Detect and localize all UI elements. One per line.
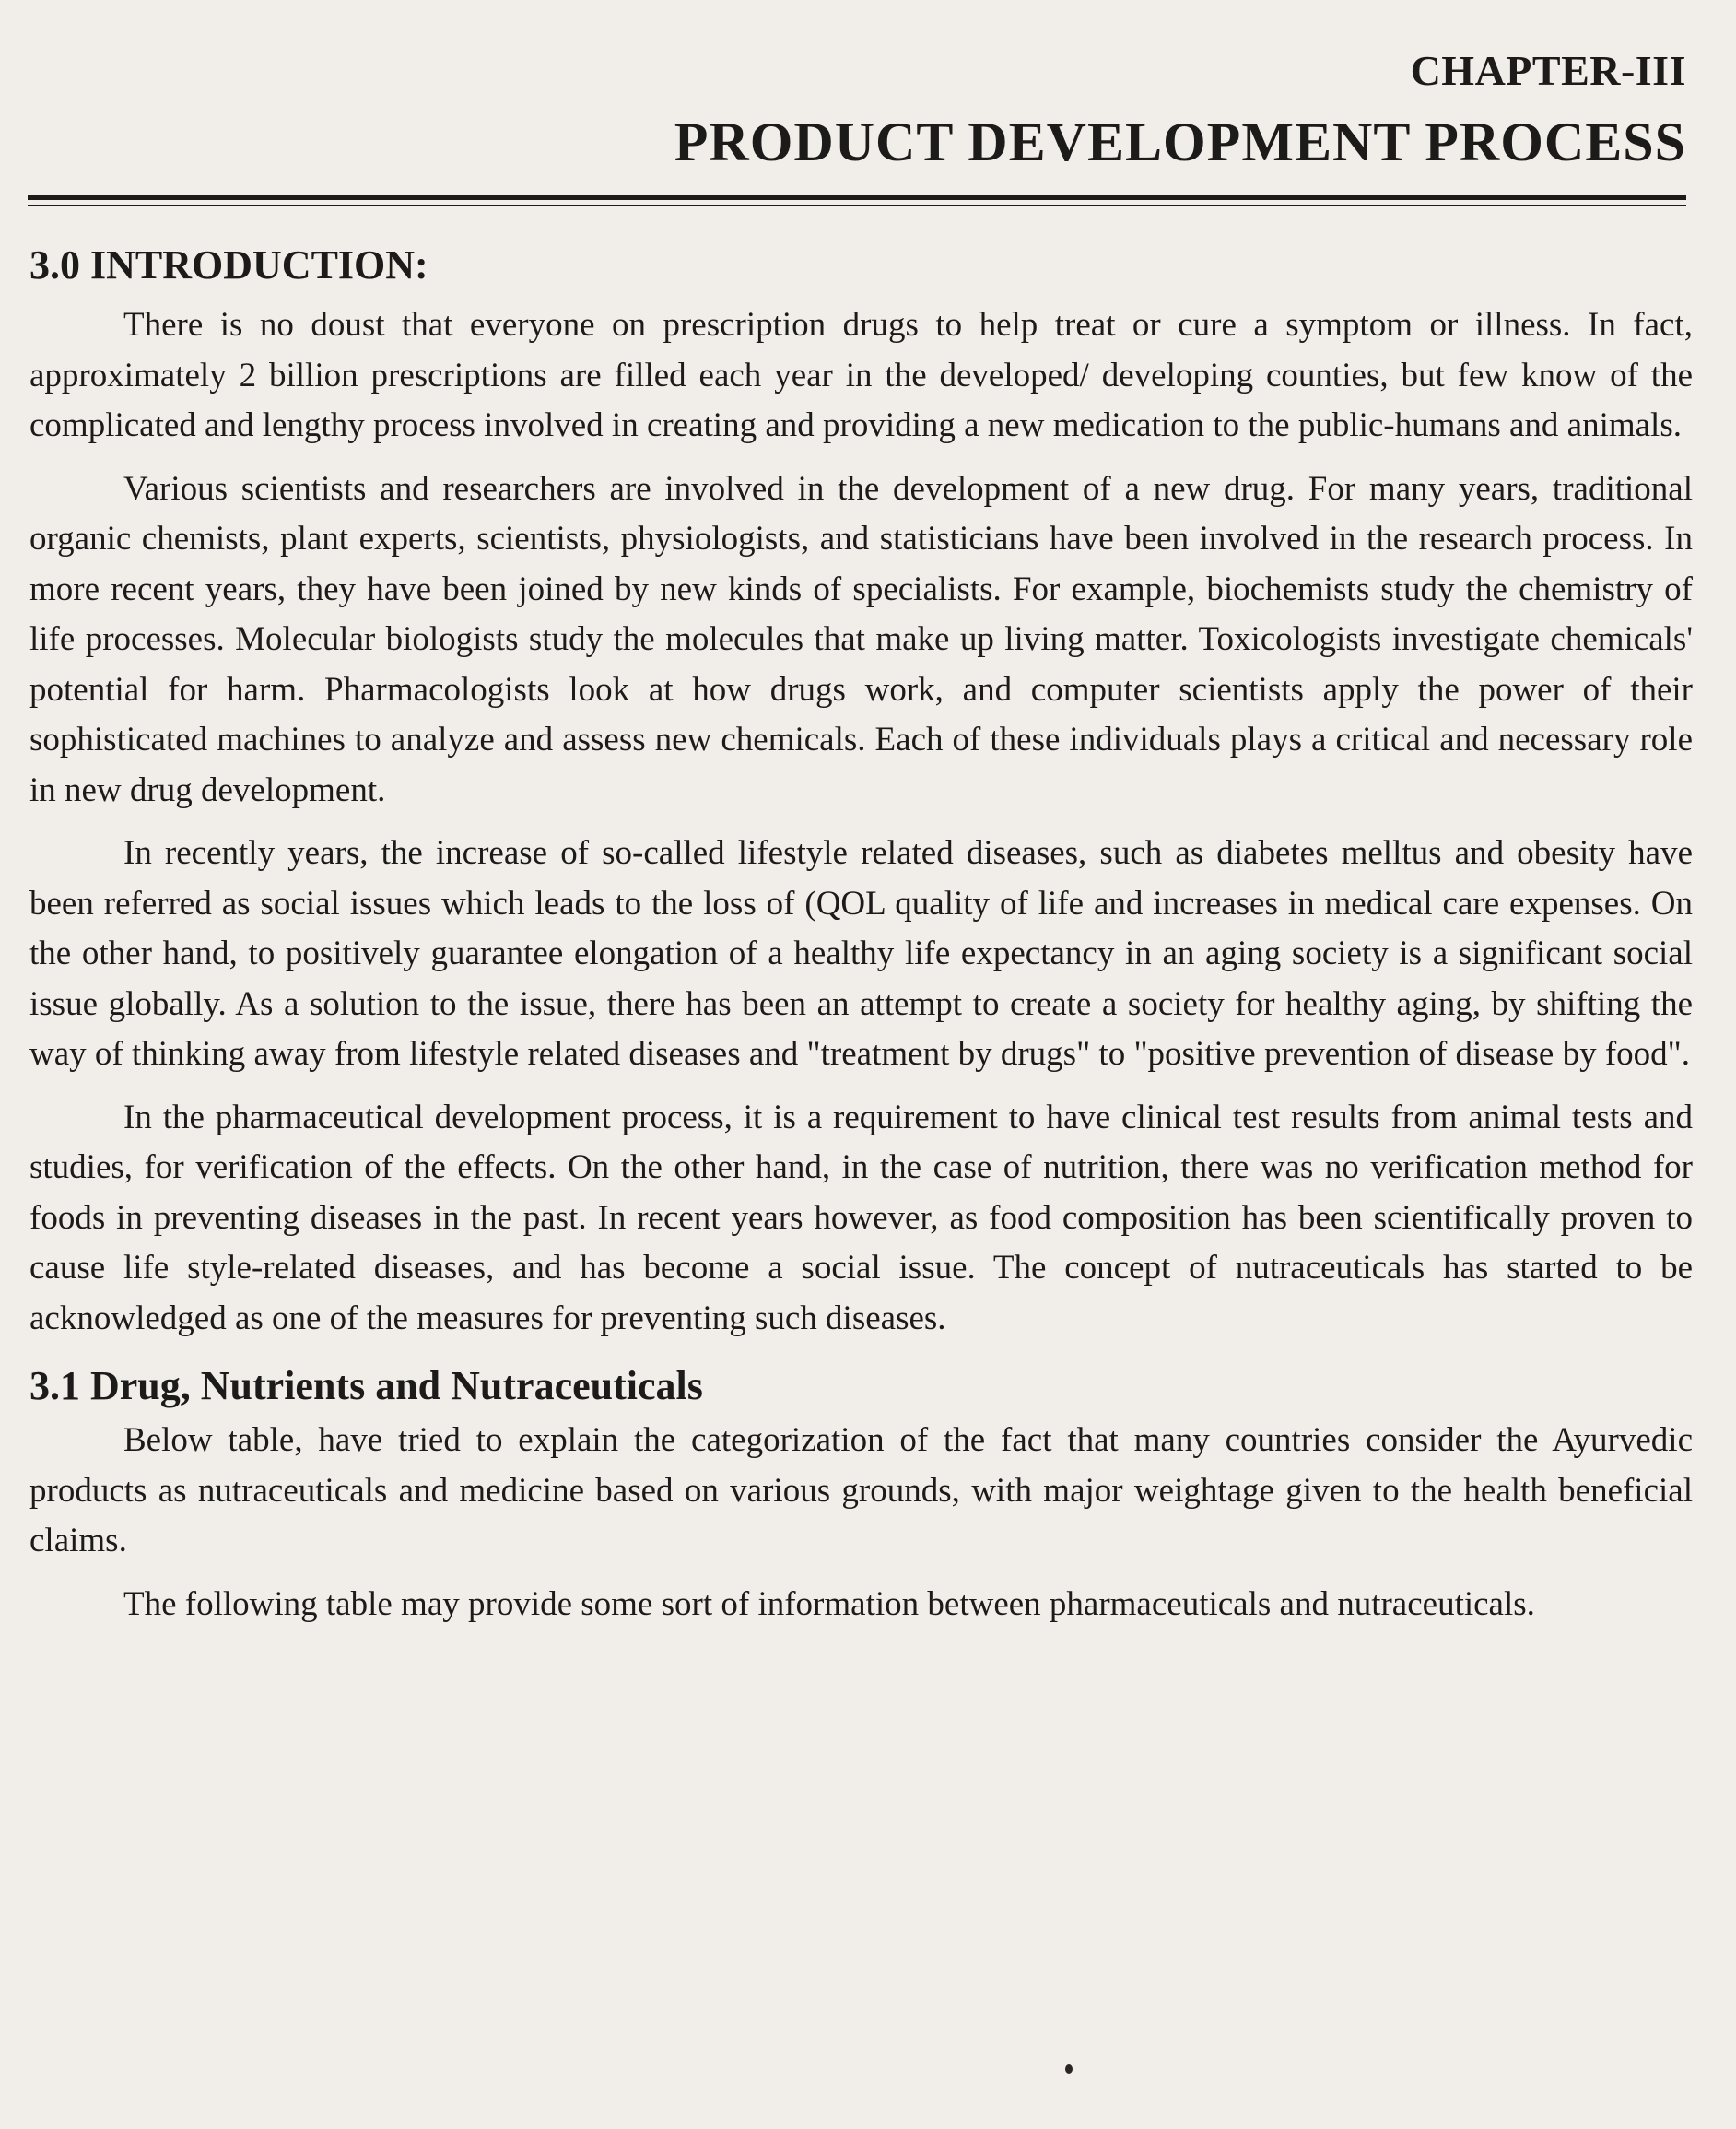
chapter-label: CHAPTER-III bbox=[1410, 47, 1686, 94]
paragraph: The following table may provide some sort of information between pharmaceuticals and nutraceuticals. bbox=[123, 1584, 1535, 1623]
section-heading-drug-nutrients: 3.1 Drug, Nutrients and Nutraceuticals bbox=[29, 1363, 703, 1408]
ink-mark bbox=[1065, 2064, 1073, 2074]
paragraph: Below table, have tried to explain the categorization of the fact that many countries consider the Ayurvedic products as nutraceuticals and medicine based on various grounds, with major weightage given to the health beneficial claims. bbox=[29, 1421, 1693, 1559]
paragraph: There is no doust that everyone on prescription drugs to help treat or cure a symptom or illness. In fact, approximately 2 billion prescriptions are filled each year in the developed/ developing counties, but few know of the complicated and lengthy process involved in creating and providing a new medication to the public-humans and animals. bbox=[29, 306, 1693, 444]
paragraph: In the pharmaceutical development process, it is a requirement to have clinical test results from animal tests and studies, for verification of the effects. On the other hand, in the case of nutrition, there was no verification method for foods in preventing diseases in the past. In recent years however, as food composition has been scientifically proven to cause life style-related diseases, and has become a social issue. The concept of nutraceuticals has started to be acknowledged as one of the measures for preventing such diseases. bbox=[29, 1098, 1693, 1337]
header-rule-thick bbox=[28, 195, 1686, 200]
body-text bbox=[29, 236, 1693, 1642]
section-heading-introduction: 3.0 INTRODUCTION: bbox=[29, 242, 428, 288]
paragraph: Various scientists and researchers are involved in the development of a new drug. For many years, traditional organic chemists, plant experts, scientists, physiologists, and statisticians have been involved in the research process. In more recent years, they have been joined by new kinds of specialists. For example, biochemists study the chemistry of life processes. Molecular biologists study the molecules that make up living matter. Toxicologists investigate chemicals' potential for harm. Pharmacologists look at how drugs work, and computer scientists apply the power of their sophisticated machines to analyze and assess new chemicals. Each of these individuals plays a critical and necessary role in new drug development. bbox=[29, 469, 1693, 809]
chapter-title: PRODUCT DEVELOPMENT PROCESS bbox=[674, 112, 1686, 172]
header-rule-thin bbox=[28, 205, 1686, 206]
paragraph: In recently years, the increase of so-called lifestyle related diseases, such as diabetes melltus and obesity have been referred as social issues which leads to the loss of (QOL quality of life and increases in medical care expenses. On the other hand, to positively guarantee elongation of a healthy life expectancy in an aging society is a significant social issue globally. As a solution to the issue, there has been an attempt to create a society for healthy aging, by shifting the way of thinking away from lifestyle related diseases and "treatment by drugs" to "positive prevention of disease by food". bbox=[29, 834, 1693, 1073]
